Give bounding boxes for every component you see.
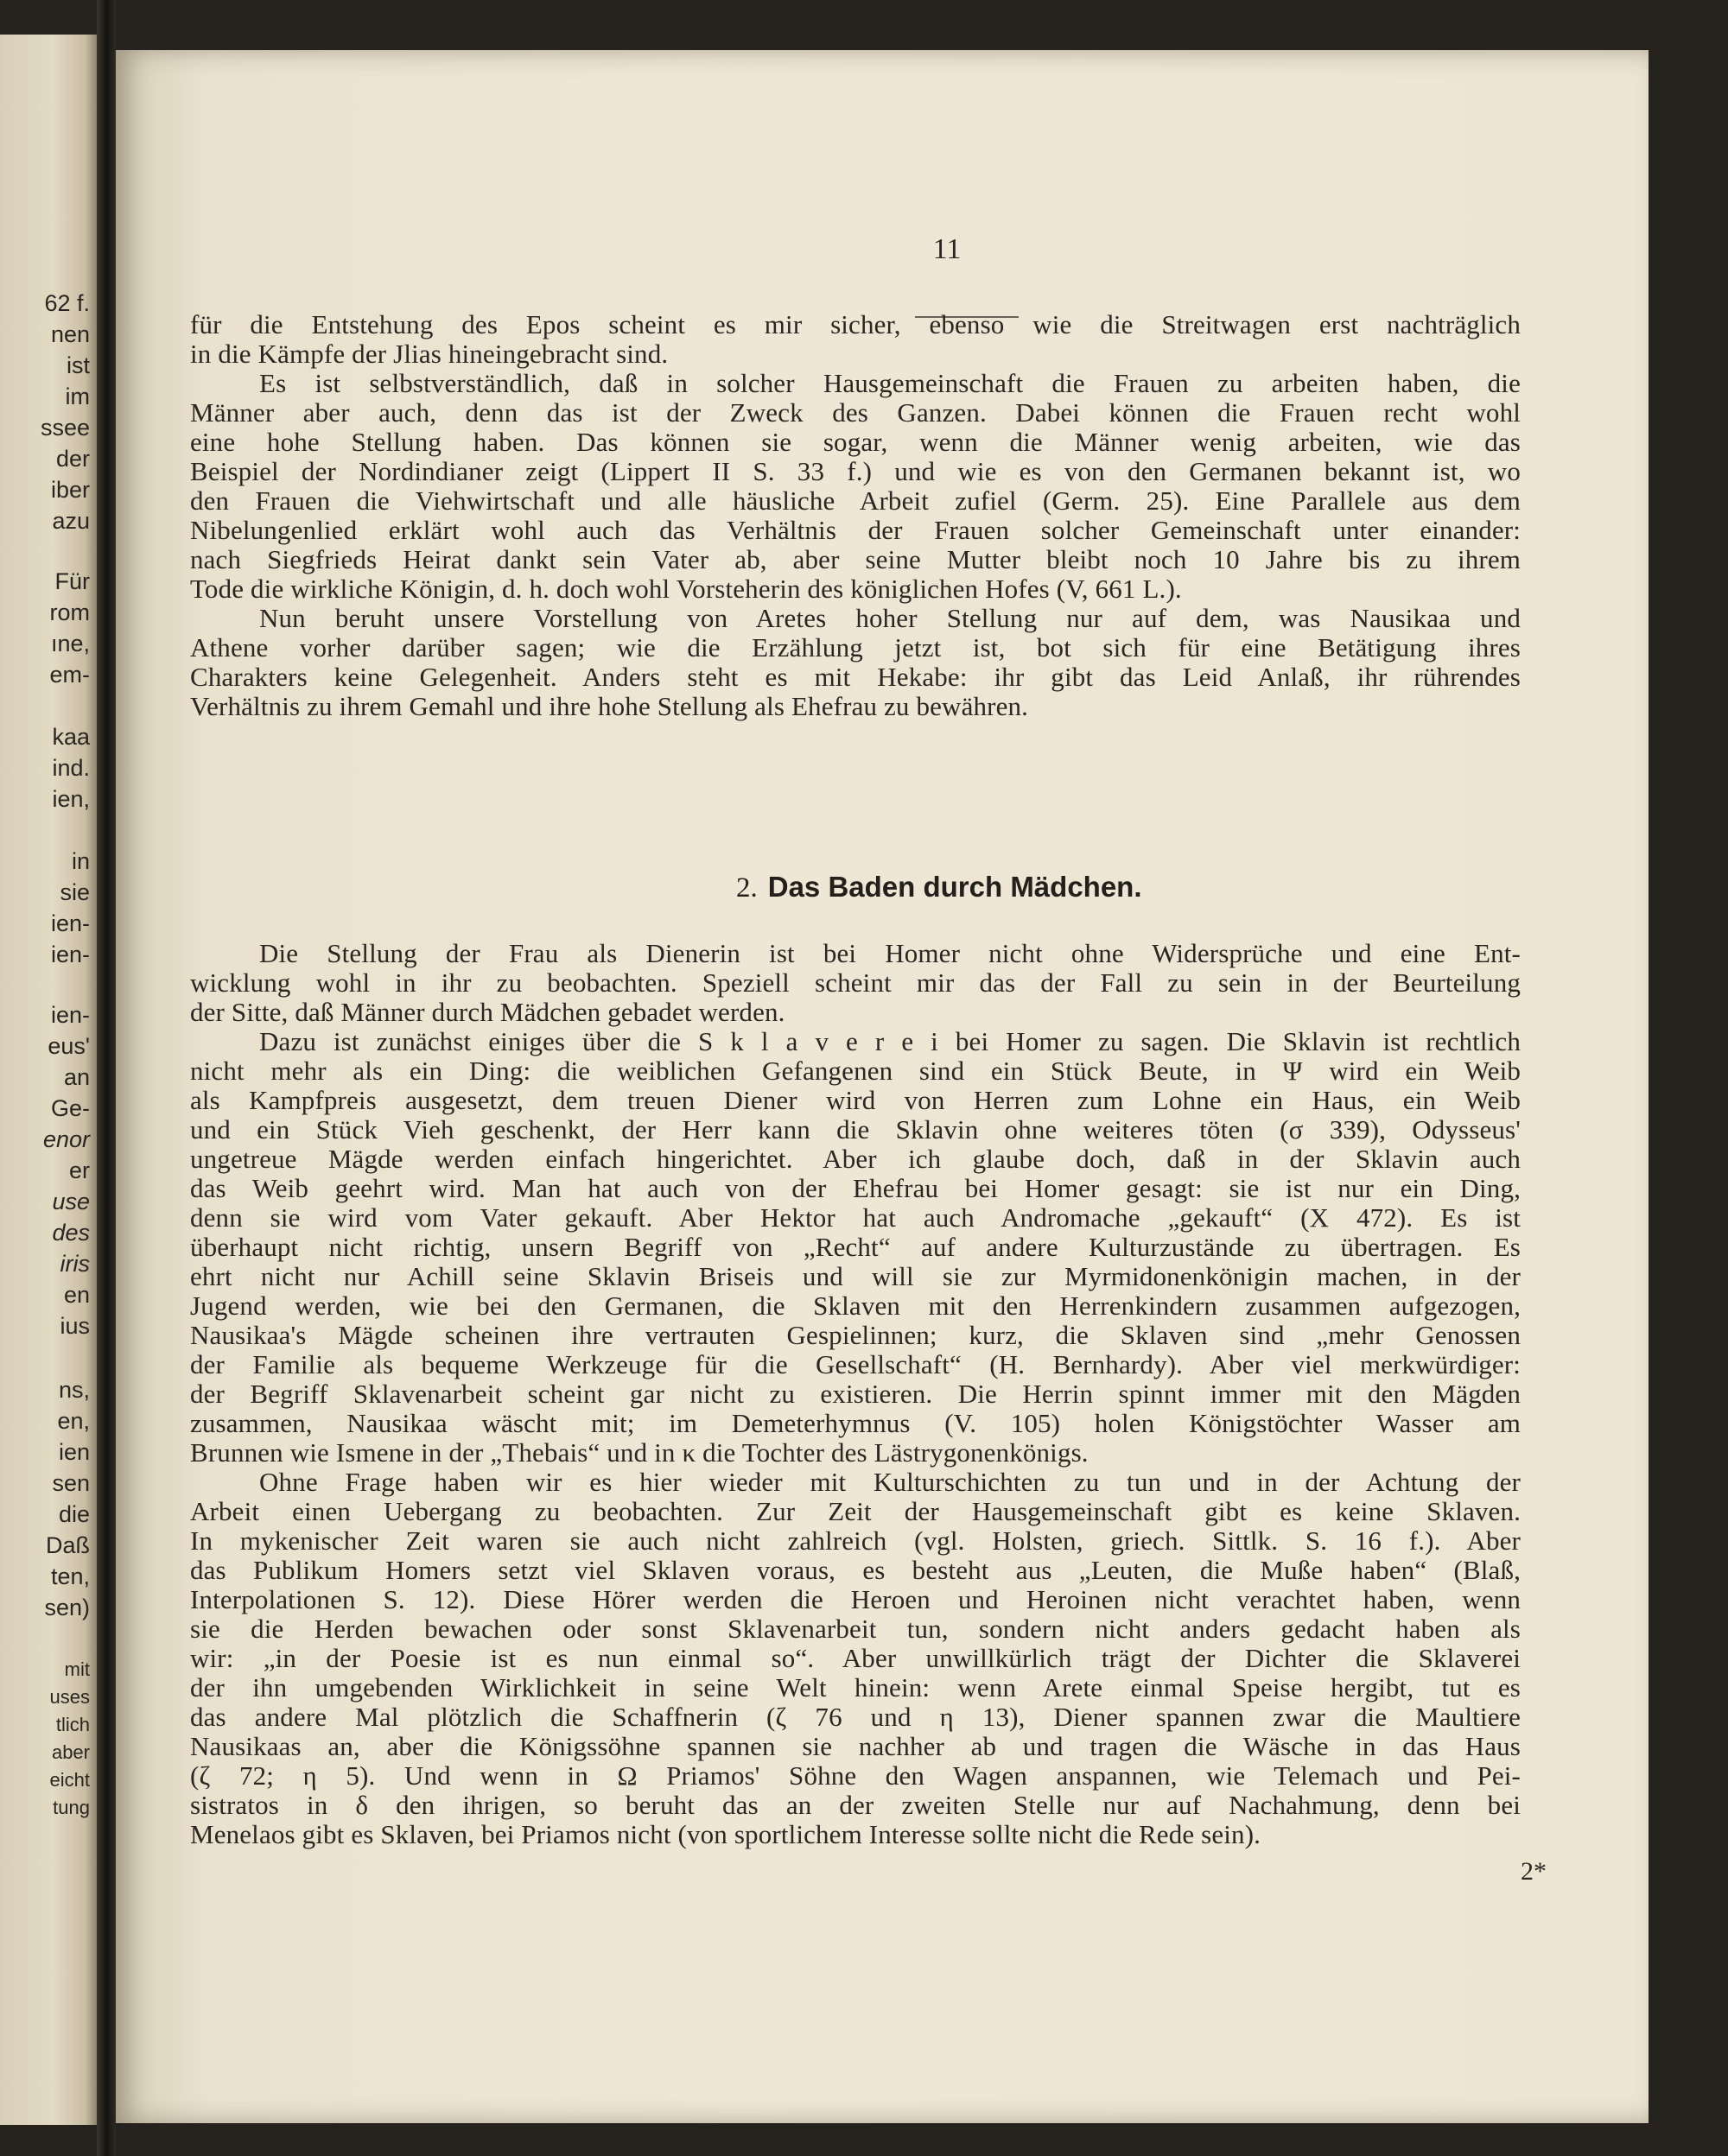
margin-fragment: ıne, — [50, 631, 90, 656]
margin-fragment: ien, — [52, 786, 90, 812]
margin-fragment: tlich — [55, 1714, 90, 1735]
paragraph-5-line: der Familie als bequeme Werkzeuge für die Gesellschaft“ (H. Bernhardy). Aber viel merkwürdiger: — [190, 1349, 1521, 1379]
paragraph-6-line: das andere Mal plötzlich die Schaffnerin (ζ 76 und η 13), Diener spannen zwar die Maultiere — [190, 1702, 1521, 1732]
margin-fragment: mit — [64, 1658, 90, 1680]
margin-fragment: eicht — [49, 1769, 90, 1791]
section-heading — [736, 871, 1142, 904]
book-page — [116, 50, 1649, 2123]
margin-fragment: der — [55, 446, 90, 472]
margin-fragment: use — [52, 1189, 90, 1214]
margin-fragment: ns, — [58, 1377, 90, 1403]
margin-fragment: ten, — [50, 1563, 90, 1589]
signature-mark: 2* — [1521, 1857, 1547, 1886]
margin-fragment: enor — [42, 1126, 90, 1152]
paragraph-5-line: Nausikaa's Mägde scheinen ihre vertrauten Gespielinnen; kurz, die Sklaven sind „mehr Genossen — [190, 1320, 1521, 1350]
margin-fragment: an — [63, 1064, 90, 1090]
margin-fragment: ist — [67, 352, 90, 378]
paragraph-2-line: Tode die wirkliche Königin, d. h. doch wohl Vorsteherin des königlichen Hofes (V, 661 L.). — [190, 574, 1182, 604]
paragraph-5-line: das Weib geehrt wird. Man hat auch von der Ehefrau bei Homer gesagt: sie ist nur ein Ding, — [190, 1173, 1521, 1203]
paragraph-5-line: Dazu ist zunächst einiges über die S k l a v e r e i bei Homer zu sagen. Die Sklavin ist rechtlich — [259, 1026, 1521, 1056]
paragraph-6-line: sie die Herden bewachen oder sonst Sklavenarbeit tun, sondern nicht anders gedacht haben als — [190, 1614, 1521, 1644]
paragraph-2-line: Beispiel der Nordindianer zeigt (Lippert II S. 33 f.) und wie es von den Germanen bekannt ist, wo — [190, 456, 1521, 486]
margin-fragment: sen — [52, 1470, 90, 1496]
margin-fragment: ssee — [40, 415, 90, 441]
paragraph-6-line: Nausikaas an, aber die Königssöhne spannen sie nachher ab und tragen die Wäsche in das Haus — [190, 1731, 1521, 1761]
paragraph-1-line: in die Kämpfe der Jlias hineingebracht sind. — [190, 339, 669, 369]
paragraph-5-line: überhaupt nicht richtig, unsern Begriff von „Recht“ auf andere Kulturzustände zu übertragen. Es — [190, 1232, 1521, 1262]
section-title: Das Baden durch Mädchen. — [767, 871, 1142, 903]
paragraph-5-line: als Kampfpreis ausgesetzt, dem treuen Diener wird von Herren zum Lohne ein Haus, ein Weib — [190, 1085, 1521, 1115]
paragraph-5-line: der Begriff Sklavenarbeit scheint gar nicht zu existieren. Die Herrin spinnt immer mit den Mägden — [190, 1379, 1521, 1409]
margin-fragment: sie — [60, 879, 90, 905]
paragraph-6-line: das Publikum Homers setzt viel Sklaven voraus, es besteht aus „Leuten, die Muße haben“ (Blaß, — [190, 1555, 1521, 1585]
paragraph-2-line: eine hohe Stellung haben. Das können sie sogar, wenn die Männer wenig arbeiten, wie das — [190, 427, 1521, 457]
paragraph-6-line: der ihn umgebenden Wirklichkeit in seine Welt hinein: wenn Arete einmal Speise hergibt, tut es — [190, 1672, 1521, 1703]
paragraph-5-line: Brunnen wie Ismene in der „Thebais“ und in κ die Tochter des Lästrygonenkönigs. — [190, 1437, 1089, 1468]
margin-fragment: Daß — [45, 1532, 90, 1558]
paragraph-4-line: wicklung wohl in ihr zu beobachten. Speziell scheint mir das der Fall zu sein in der Beurteilung — [190, 967, 1521, 998]
left-page-edge — [0, 35, 97, 2125]
margin-fragment: er — [68, 1157, 90, 1183]
margin-fragment: tung — [53, 1797, 90, 1818]
paragraph-3-line: Charakters keine Gelegenheit. Anders steht es mit Hekabe: ihr gibt das Leid Anlaß, ihr rührendes — [190, 662, 1521, 692]
margin-fragment: iris — [60, 1251, 90, 1277]
page-number: 11 — [932, 233, 962, 265]
paragraph-5-line: nicht mehr als ein Ding: die weiblichen Gefangenen sind ein Stück Beute, in Ψ wird ein Weib — [190, 1056, 1521, 1086]
paragraph-2-line: nach Siegfrieds Heirat dankt sein Vater ab, aber seine Mutter bleibt noch 10 Jahre bis zu ihrem — [190, 544, 1521, 574]
paragraph-1-line: für die Entstehung des Epos scheint es mir sicher, ebenso wie die Streitwagen erst nachträglich — [190, 309, 1521, 339]
margin-fragment: Ge- — [50, 1095, 90, 1121]
paragraph-5-line: ehrt nicht nur Achill seine Sklavin Briseis und will sie zur Myrmidonenkönigin machen, in der — [190, 1261, 1521, 1291]
paragraph-5-line: Jugend werden, wie bei den Germanen, die Sklaven mit den Herrenkindern zusammen aufgezogen, — [190, 1290, 1521, 1321]
paragraph-6-line: sistratos in δ den ihrigen, so beruht das an der zweiten Stelle nur auf Nachahmung, denn bei — [190, 1790, 1521, 1820]
paragraph-3-line: Athene vorher darüber sagen; wie die Erzählung jetzt ist, bot sich für eine Betätigung ihres — [190, 632, 1521, 663]
paragraph-6-line: Ohne Frage haben wir es hier wieder mit Kulturschichten zu tun und in der Achtung der — [259, 1467, 1521, 1497]
paragraph-6-line: Menelaos gibt es Sklaven, bei Priamos nicht (von sportlichem Interesse sollte nicht die Rede sein). — [190, 1819, 1261, 1849]
paragraph-6-line: (ζ 72; η 5). Und wenn in Ω Priamos' Söhne den Wagen anspannen, wie Telemach und Pei- — [190, 1760, 1521, 1791]
paragraph-6-line: wir: „in der Poesie ist es nun einmal so“. Aber unwillkürlich trägt der Dichter die Sklaverei — [190, 1643, 1521, 1673]
paragraph-2-line: Männer aber auch, denn das ist der Zweck des Ganzen. Dabei können die Frauen recht wohl — [190, 397, 1521, 428]
margin-fragment: in — [71, 848, 90, 874]
margin-fragment: em- — [49, 662, 90, 688]
margin-fragment: ind. — [52, 755, 90, 781]
margin-fragment: sen) — [44, 1595, 90, 1620]
section-number: 2. — [736, 872, 758, 904]
margin-fragment: iber — [50, 477, 90, 503]
paragraph-2-line: den Frauen die Viehwirtschaft und alle häusliche Arbeit zufiel (Germ. 25). Eine Parallele aus dem — [190, 485, 1521, 516]
margin-fragment: aber — [51, 1741, 90, 1763]
margin-fragment: eus' — [48, 1033, 90, 1059]
margin-fragment: kaa — [52, 724, 90, 750]
margin-fragment: ius — [60, 1313, 90, 1339]
margin-fragment: Für — [54, 568, 90, 594]
paragraph-5-line: denn sie wird vom Vater gekauft. Aber Hektor hat auch Andromache „gekauft“ (Χ 472). Es ist — [190, 1202, 1521, 1233]
paragraph-6-line: Arbeit einen Uebergang zu beobachten. Zur Zeit der Hausgemeinschaft gibt es keine Sklaven. — [190, 1496, 1521, 1526]
margin-fragment: azu — [52, 508, 90, 534]
paragraph-5-line: ungetreue Mägde werden einfach hingerichtet. Aber ich glaube doch, daß in der Sklavin auch — [190, 1144, 1521, 1174]
paragraph-4-line: der Sitte, daß Männer durch Mädchen gebadet werden. — [190, 997, 785, 1027]
book-gutter — [97, 0, 116, 2156]
margin-fragment: en — [63, 1282, 90, 1308]
margin-fragment: uses — [49, 1686, 90, 1708]
margin-fragment: 62 f. — [44, 290, 90, 316]
margin-fragment: en, — [57, 1408, 90, 1434]
margin-fragment: rom — [49, 599, 90, 625]
paragraph-5-line: und ein Stück Vieh geschenkt, der Herr kann die Sklavin ohne weiteres töten (σ 339), Odysseus' — [190, 1114, 1521, 1145]
margin-fragment: ien- — [50, 942, 90, 967]
paragraph-4-line: Die Stellung der Frau als Dienerin ist bei Homer nicht ohne Widersprüche und eine Ent- — [259, 938, 1521, 968]
paragraph-2-line: Es ist selbstverständlich, daß in solcher Hausgemeinschaft die Frauen zu arbeiten haben, die — [259, 368, 1521, 398]
margin-fragment: ien- — [50, 910, 90, 936]
margin-fragment: die — [58, 1501, 90, 1527]
paragraph-6-line: In mykenischer Zeit waren sie auch nicht zahlreich (vgl. Holsten, griech. Sittlk. S. 16 f.). Aber — [190, 1525, 1521, 1556]
paragraph-3-line: Nun beruht unsere Vorstellung von Aretes hoher Stellung nur auf dem, was Nausikaa und — [259, 603, 1521, 633]
margin-fragment: ien — [58, 1439, 90, 1465]
paragraph-2-line: Nibelungenlied erklärt wohl auch das Verhältnis der Frauen solcher Gemeinschaft unter einander: — [190, 515, 1521, 545]
margin-fragment: nen — [50, 321, 90, 347]
paragraph-5-line: zusammen, Nausikaa wäscht mit; im Demeterhymnus (V. 105) holen Königstöchter Wasser am — [190, 1408, 1521, 1438]
margin-fragment: ien- — [50, 1002, 90, 1028]
margin-fragment: im — [65, 384, 90, 409]
paragraph-3-line: Verhältnis zu ihrem Gemahl und ihre hohe Stellung als Ehefrau zu bewähren. — [190, 691, 1029, 721]
paragraph-6-line: Interpolationen S. 12). Diese Hörer werden die Heroen und Heroinen nicht verachtet haben, wenn — [190, 1584, 1521, 1614]
margin-fragment: des — [52, 1220, 90, 1246]
